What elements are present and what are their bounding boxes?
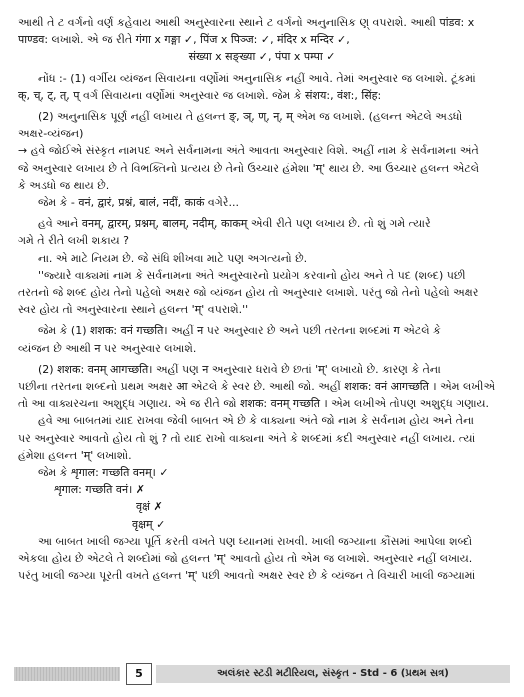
rule-line: તરતનો જે શબ્દ હોય તેનો પહેલો અક્ષર જો વ્યંજન હોય તો અનુસ્વાર લખાશે. પરંતુ જો તેનો પહેલો અક્ષર (18, 286, 479, 300)
example-line: જેમ કે शृगाल: गच्छति वनम्। ✓ (38, 466, 169, 480)
document-body (18, 14, 506, 585)
page-footer (14, 663, 510, 685)
text-line: કે અડધો જ થાય છે. (18, 178, 110, 192)
page-number: 5 (126, 663, 152, 685)
text-line: पाण्डव: લખાશે. એ જ રીતે गंगा x गङ्गा ✓, पिंज x पिञ्ज: ✓, मंदिर x मन्दिर ✓, (18, 33, 350, 47)
footer-title: અલંકાર સ્ટડી મટીરિયલ, સંસ્કૃત - Std - 6 (પ્રથમ સત્ર) (156, 665, 510, 683)
note-line: નોંધ :- (1) વર્ગીય વ્યંજન સિવાયના વર્ણોમાં અનુનાસિક નહીં આવે. તેમાં અનુસ્વાર જ લખાશે. ટૂંકમાં (38, 71, 476, 85)
text-line: હવે આ બાબતમાં યાદ રાખવા જેવી બાબત એ છે કે વાક્યના અંતે જો નામ કે સર્વનામ હોય અને તેના (38, 414, 474, 428)
example-line: वृक्षम् ✓ (132, 517, 166, 531)
example-line: જેમ કે (1) शशक: वनं गच्छति। અહીં न પર અનુસ્વાર છે અને પછી તરતના શબ્દમાં ग એટલે કે (38, 324, 441, 338)
rule-line: ''જ્યારે વાક્યમાં નામ કે સર્વનામના અંતે અનુસ્વારનો પ્રયોગ કરવાનો હોય અને તે પદ (શબ્દ) પછી (38, 268, 466, 282)
text-line: હંમેશા હલન્ત 'म्' લખાશો. (18, 448, 132, 462)
text-line: संख्या x सङ्ख्या ✓, पंपा x पम्पा ✓ (188, 50, 336, 64)
text-line: અક્ષર-વ્યંજન) (18, 127, 84, 141)
text-line: (2) અનુનાસિક પૂર્ણ નહીં લખાય તે હલન્ત ङ्, ञ्, ण्, न्, म् એમ જ લખાશે. (હલન્ત એટલે અડધો (38, 110, 463, 124)
text-line: ના. એ માટે નિયમ છે. જે સંધિ શીખવા માટે પણ અગત્યનો છે. (38, 251, 308, 265)
text-line: આથી તે ટ વર્ગનો વર્ણ કહેવાય આથી અનુસ્વારના સ્થાને ટ વર્ગનો અનુનાસિક ણ્ વપરાશે. આથી पांडव: x (18, 16, 475, 29)
text-line: એકલા હોય છે એટલે તે શબ્દોમાં જો હલન્ત 'म्' આવતો હોય તો એમ જ લખાશે. અનુસ્વાર નહીં લખાય. (18, 552, 473, 566)
text-line: પરંતુ ખાલી જગ્યા પૂરતી વખતે હલન્ત 'म्' પછી આવતો અક્ષર સ્વર છે કે વ્યંજન તે વિચારી ખાલી જગ્યામાં (18, 569, 476, 583)
rule-line: સ્વર હોય તો અનુસ્વારના સ્થાને હલન્ત 'म्' વપરાશે.'' (18, 303, 249, 317)
text-line: પછીના તરતના શબ્દનો પ્રથમ અક્ષર आ એટલે કે સ્વર છે. આથી જો. અહીં शशक: वनं आगच्छति । એમ લખીએ (18, 380, 496, 394)
text-line: ગમે તે રીતે લખી શકાય ? (18, 234, 129, 248)
text-line: આ બાબત ખાલી જગ્યા પૂર્તિ કરતી વખતે પણ ધ્યાનમાં રાખવી. ખાલી જગ્યાના કૌંસમાં આપેલા શબ્દો (38, 534, 473, 548)
text-line: વ્યંજન છે આથી न પર અનુસ્વાર લખાશે. (18, 341, 197, 355)
text-line: → હવે જોઈએ સંસ્કૃત નામપદ અને સર્વનામના અંતે આવતા અનુસ્વાર વિશે. અહીં નામ કે સર્વનામના અંતે (18, 144, 479, 158)
example-line: (2) शशक: वनम् आगच्छति। અહીં પણ न અનુસ્વાર ધરાવે છે છતાં 'म्' લખાયો છે. કારણ કે તેના (38, 362, 441, 376)
example-line: शृगाल: गच्छति वनं। ✗ (54, 483, 146, 497)
example-line: वृक्षं ✗ (136, 500, 163, 514)
text-line: क्, च्, ट्, त्, प् વર્ગ સિવાયના વર્ણોમાં અનુસ્વાર જ લખાશે. જેમ કે संशय:, वंश:, सिंह: (18, 88, 382, 102)
text-line: તો આ વાક્યરચના અશુદ્ધ ગણાય. એ જ રીતે જો शशक: वनम् गच्छति । એમ લખીએ તોપણ અશુદ્ધ ગણાય. (18, 397, 490, 411)
text-line: જે અનુસ્વાર લખાય છે તે વિભક્તિનો પ્રત્યય છે તેનો ઉચ્ચાર હંમેશા 'म्' થાય છે. આ ઉચ્ચાર હલન્ત એટલે (18, 161, 480, 175)
text-line: હવે આને वनम्, द्वारम्, प्रश्नम्, बालम्, नदीम्, काकम् એવી રીતે પણ લખાય છે. તો શું ગમે ત્યારે (38, 217, 431, 231)
example-line: જેમ કે - वनं, द्वारं, प्रश्नं, बालं, नदीं, काकं વગેરે... (38, 196, 239, 210)
footer-decoration (14, 667, 120, 681)
text-line: પર અનુસ્વાર આવતો હોય તો શું ? તો યાદ રાખો વાક્યના અંતે કે શબ્દમાં કદી અનુસ્વાર નહીં લખાય. ત્યાં (18, 431, 476, 445)
